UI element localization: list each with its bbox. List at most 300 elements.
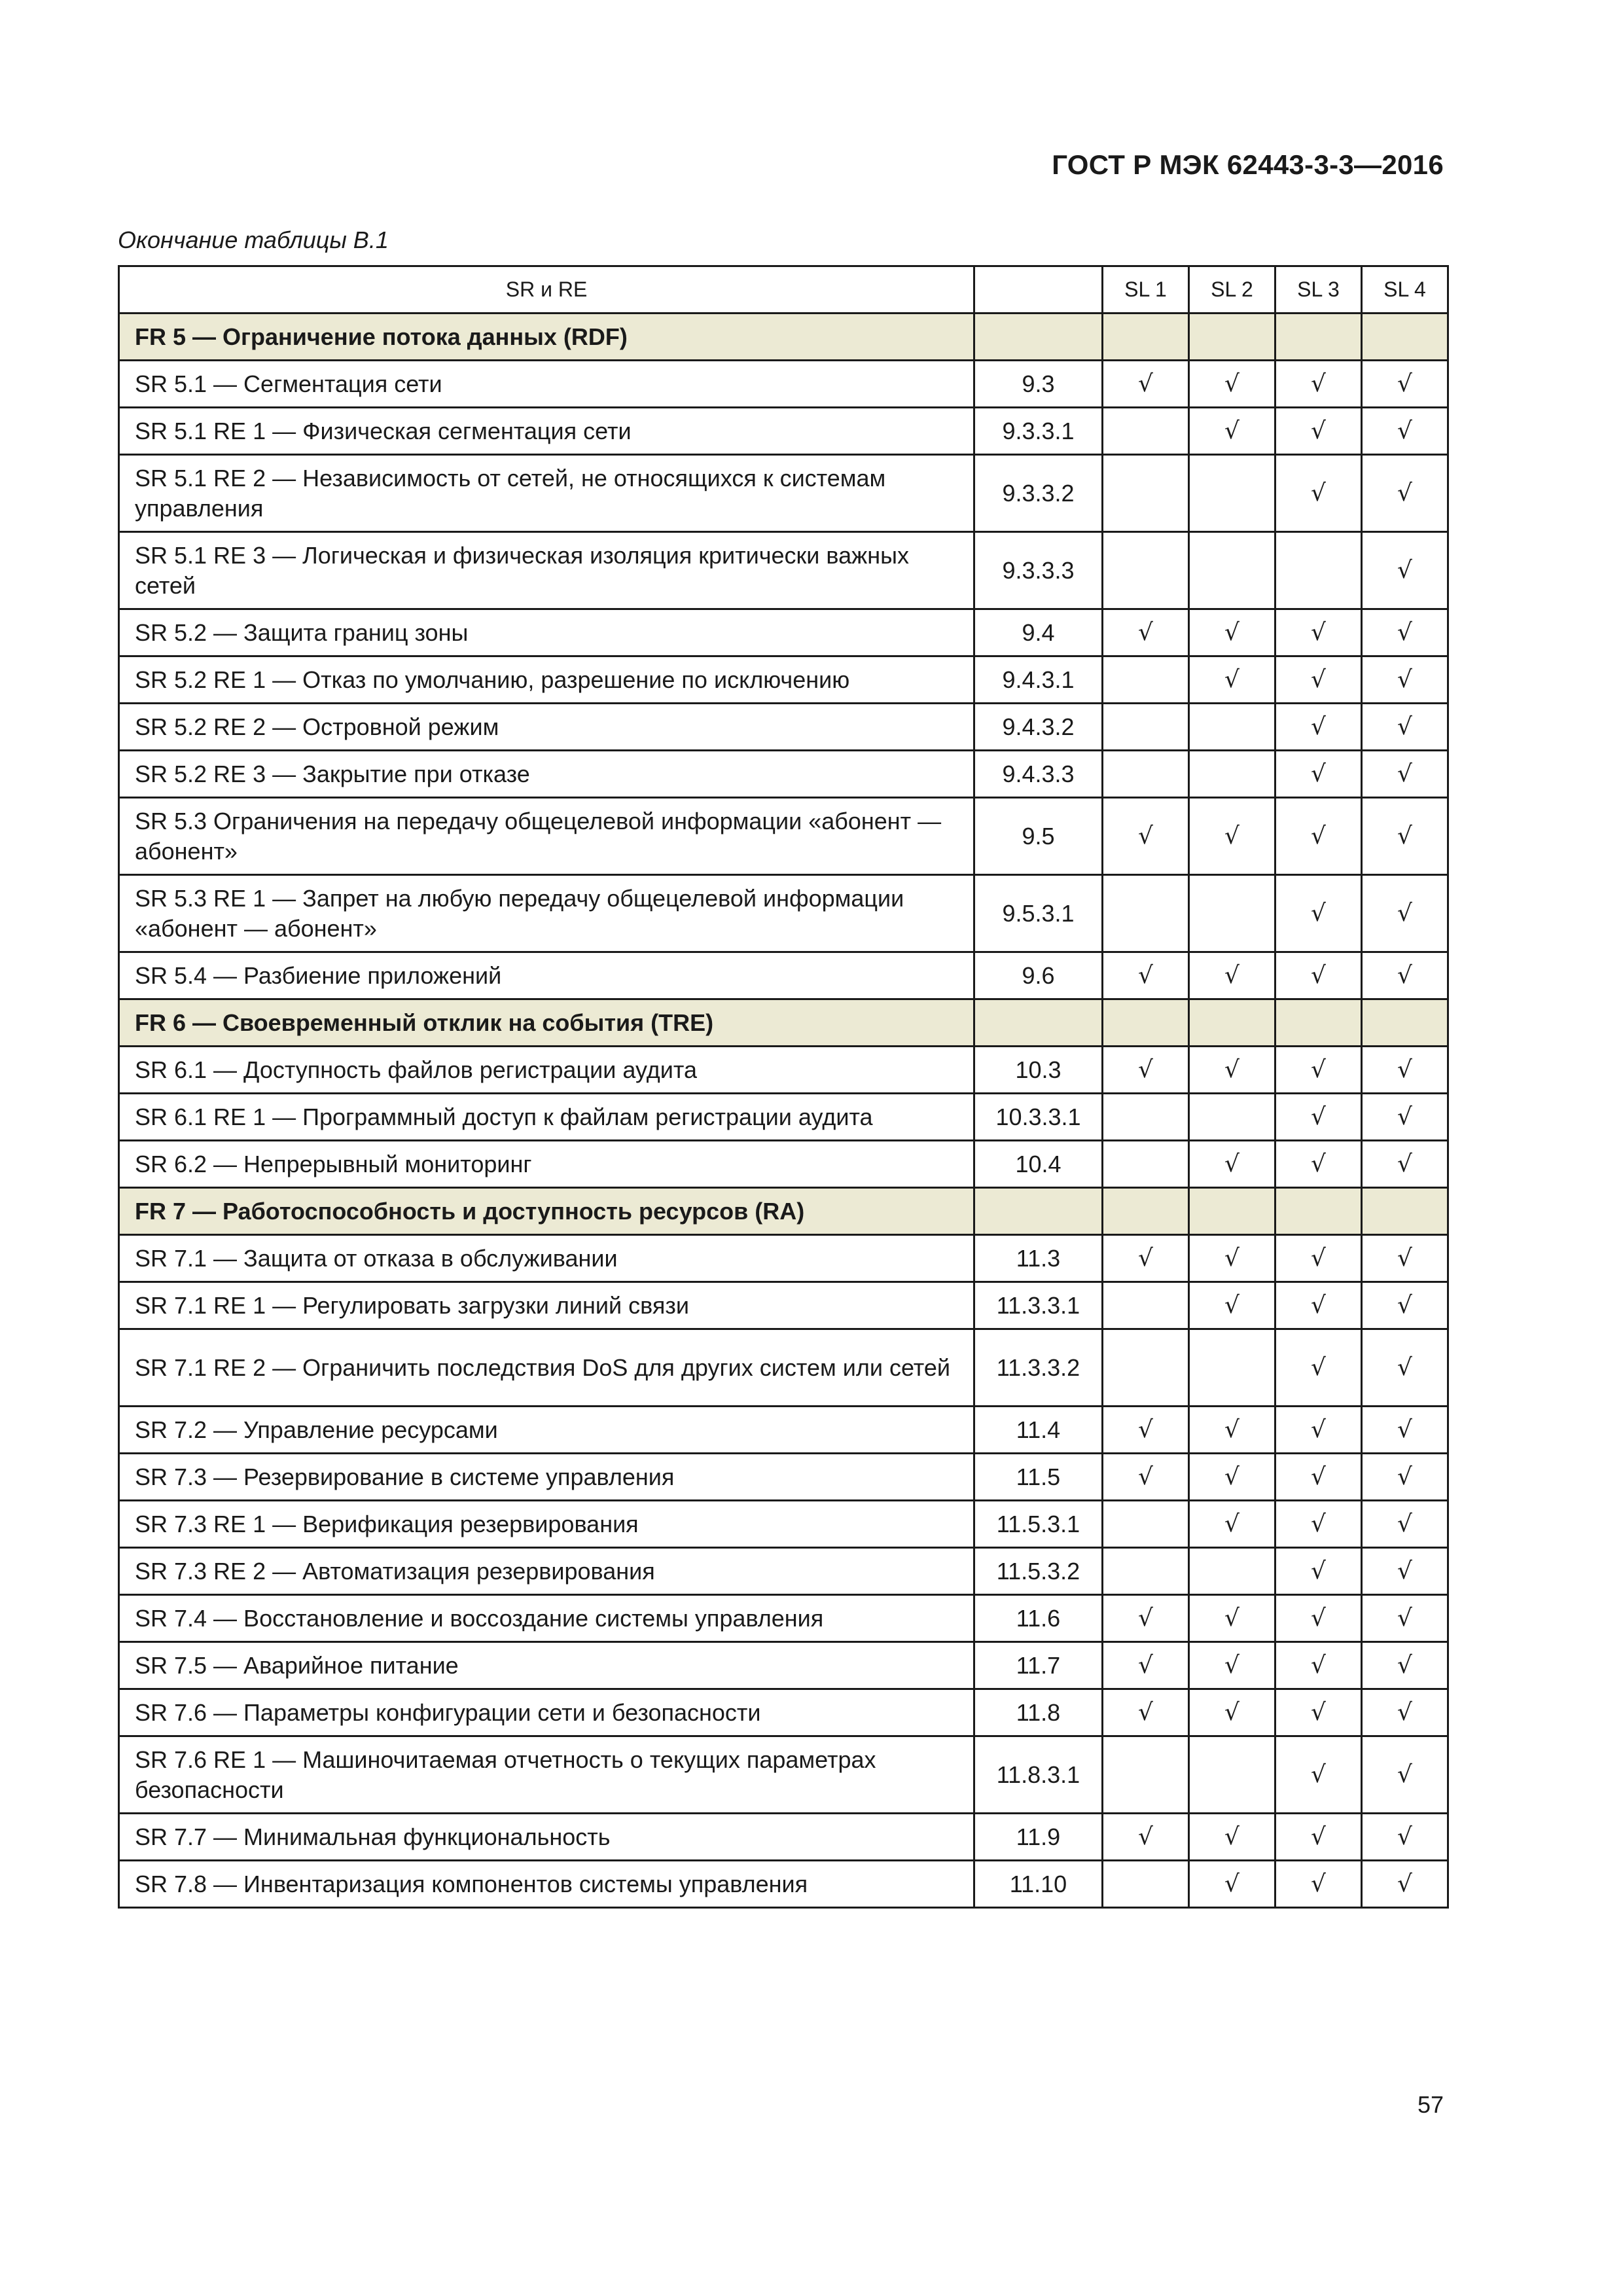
table-row — [119, 1595, 1448, 1642]
table-row — [119, 875, 1448, 952]
check-mark-icon: √ — [1397, 480, 1412, 507]
sl2-cell — [1189, 314, 1275, 361]
sl1-cell — [1103, 1736, 1189, 1814]
requirement-name: SR 5.1 RE 2 — Независимость от сетей, не относящихся к системам управления — [119, 455, 974, 532]
requirement-name: SR 5.2 RE 1 — Отказ по умолчанию, разрешение по исключению — [119, 656, 974, 704]
sl1-cell — [1103, 1235, 1189, 1282]
sl3-cell — [1275, 999, 1362, 1047]
clause-number: 11.3.3.2 — [974, 1329, 1103, 1407]
table-row — [119, 751, 1448, 798]
table-row — [119, 1282, 1448, 1329]
table-row — [119, 1329, 1448, 1407]
requirement-name: SR 7.3 — Резервирование в системе управления — [119, 1454, 974, 1501]
sl2-cell — [1189, 1094, 1275, 1141]
check-mark-icon: √ — [1224, 418, 1240, 444]
check-mark-icon: √ — [1138, 962, 1153, 989]
check-mark-icon: √ — [1311, 1103, 1326, 1130]
check-mark-icon: √ — [1397, 1761, 1412, 1788]
sl3-cell — [1275, 1689, 1362, 1736]
clause-number: 9.3.3.3 — [974, 532, 1103, 609]
sl3-cell — [1275, 1736, 1362, 1814]
sl4-cell — [1362, 952, 1448, 999]
table-row — [119, 1736, 1448, 1814]
check-mark-icon: √ — [1397, 1245, 1412, 1272]
check-mark-icon: √ — [1311, 1558, 1326, 1585]
check-mark-icon: √ — [1397, 619, 1412, 646]
clause-number: 11.5.3.2 — [974, 1548, 1103, 1595]
check-mark-icon: √ — [1311, 1354, 1326, 1381]
requirement-name: SR 5.1 — Сегментация сети — [119, 361, 974, 408]
table-row — [119, 1689, 1448, 1736]
check-mark-icon: √ — [1397, 1652, 1412, 1679]
sl2-cell — [1189, 1235, 1275, 1282]
check-mark-icon: √ — [1224, 1056, 1240, 1083]
table-row — [119, 455, 1448, 532]
sl1-cell — [1103, 1407, 1189, 1454]
requirement-name: SR 7.6 RE 1 — Машиночитаемая отчетность о текущих параметрах безопасности — [119, 1736, 974, 1814]
clause-number: 9.3.3.1 — [974, 408, 1103, 455]
sl3-cell — [1275, 455, 1362, 532]
sl4-cell — [1362, 609, 1448, 656]
sl4-cell — [1362, 1861, 1448, 1908]
sl3-cell — [1275, 1282, 1362, 1329]
sl2-cell — [1189, 1814, 1275, 1861]
sl1-cell — [1103, 532, 1189, 609]
sl4-cell — [1362, 1329, 1448, 1407]
check-mark-icon: √ — [1311, 900, 1326, 927]
sl4-cell — [1362, 1047, 1448, 1094]
sl3-cell — [1275, 1642, 1362, 1689]
sl4-cell — [1362, 999, 1448, 1047]
sl2-cell — [1189, 875, 1275, 952]
sl3-cell — [1275, 952, 1362, 999]
check-mark-icon: √ — [1397, 418, 1412, 444]
table-row — [119, 1047, 1448, 1094]
clause-number: 9.4.3.1 — [974, 656, 1103, 704]
sl4-cell — [1362, 1501, 1448, 1548]
table-row — [119, 656, 1448, 704]
check-mark-icon: √ — [1311, 823, 1326, 850]
sl3-cell — [1275, 361, 1362, 408]
check-mark-icon: √ — [1397, 1103, 1412, 1130]
clause-number: 11.10 — [974, 1861, 1103, 1908]
sl1-cell — [1103, 314, 1189, 361]
check-mark-icon: √ — [1224, 1292, 1240, 1319]
table-row — [119, 704, 1448, 751]
requirement-name: SR 6.1 — Доступность файлов регистрации аудита — [119, 1047, 974, 1094]
sl3-cell — [1275, 1047, 1362, 1094]
requirement-name: SR 7.1 RE 2 — Ограничить последствия DoS для других систем или сетей — [119, 1329, 974, 1407]
check-mark-icon: √ — [1397, 962, 1412, 989]
sl4-cell — [1362, 455, 1448, 532]
sl2-cell — [1189, 1861, 1275, 1908]
check-mark-icon: √ — [1138, 1463, 1153, 1490]
check-mark-icon: √ — [1224, 1463, 1240, 1490]
page-number: 57 — [1417, 2091, 1444, 2118]
check-mark-icon: √ — [1397, 823, 1412, 850]
table-header-row — [119, 266, 1448, 314]
sl1-cell — [1103, 798, 1189, 875]
sl2-cell — [1189, 1188, 1275, 1235]
check-mark-icon: √ — [1311, 1871, 1326, 1897]
requirement-name: SR 5.2 — Защита границ зоны — [119, 609, 974, 656]
sl2-cell — [1189, 1689, 1275, 1736]
sl3-cell — [1275, 532, 1362, 609]
check-mark-icon: √ — [1397, 713, 1412, 740]
sl1-cell — [1103, 1548, 1189, 1595]
table-row — [119, 1454, 1448, 1501]
requirement-name: SR 6.1 RE 1 — Программный доступ к файлам регистрации аудита — [119, 1094, 974, 1141]
column-header-clause — [974, 266, 1103, 314]
sl1-cell — [1103, 656, 1189, 704]
clause-number: 9.3 — [974, 361, 1103, 408]
requirement-name: SR 5.1 RE 3 — Логическая и физическая изоляция критически важных сетей — [119, 532, 974, 609]
check-mark-icon: √ — [1397, 1511, 1412, 1537]
check-mark-icon: √ — [1224, 1151, 1240, 1177]
sl2-cell — [1189, 1282, 1275, 1329]
sl1-cell — [1103, 609, 1189, 656]
check-mark-icon: √ — [1397, 1056, 1412, 1083]
check-mark-icon: √ — [1311, 1151, 1326, 1177]
requirement-name: SR 5.3 RE 1 — Запрет на любую передачу общецелевой информации «абонент — абонент» — [119, 875, 974, 952]
check-mark-icon: √ — [1311, 761, 1326, 787]
sl2-cell — [1189, 704, 1275, 751]
sl4-cell — [1362, 1689, 1448, 1736]
check-mark-icon: √ — [1311, 962, 1326, 989]
sl4-cell — [1362, 875, 1448, 952]
check-mark-icon: √ — [1397, 1823, 1412, 1850]
check-mark-icon: √ — [1224, 1871, 1240, 1897]
sl2-cell — [1189, 1329, 1275, 1407]
check-mark-icon: √ — [1311, 1699, 1326, 1726]
table-row — [119, 1861, 1448, 1908]
check-mark-icon: √ — [1311, 370, 1326, 397]
sl4-cell — [1362, 1814, 1448, 1861]
sl3-cell — [1275, 1188, 1362, 1235]
sl2-cell — [1189, 1642, 1275, 1689]
sl2-cell — [1189, 1736, 1275, 1814]
table-row — [119, 408, 1448, 455]
sl1-cell — [1103, 751, 1189, 798]
sl4-cell — [1362, 751, 1448, 798]
clause-number — [974, 314, 1103, 361]
sl3-cell — [1275, 1235, 1362, 1282]
check-mark-icon: √ — [1138, 370, 1153, 397]
check-mark-icon: √ — [1224, 823, 1240, 850]
sl1-cell — [1103, 1047, 1189, 1094]
clause-number: 9.4.3.2 — [974, 704, 1103, 751]
sl3-cell — [1275, 1329, 1362, 1407]
check-mark-icon: √ — [1224, 1416, 1240, 1443]
clause-number: 9.4 — [974, 609, 1103, 656]
sl4-cell — [1362, 1188, 1448, 1235]
check-mark-icon: √ — [1138, 1823, 1153, 1850]
sl1-cell — [1103, 952, 1189, 999]
fr-section-row — [119, 999, 1448, 1047]
sl4-cell — [1362, 1235, 1448, 1282]
sl4-cell — [1362, 361, 1448, 408]
fr-section-row — [119, 314, 1448, 361]
table-row — [119, 1501, 1448, 1548]
check-mark-icon: √ — [1311, 1605, 1326, 1632]
table-row — [119, 1094, 1448, 1141]
check-mark-icon: √ — [1311, 1511, 1326, 1537]
sl1-cell — [1103, 1814, 1189, 1861]
sl3-cell — [1275, 408, 1362, 455]
sl1-cell — [1103, 1329, 1189, 1407]
check-mark-icon: √ — [1311, 1416, 1326, 1443]
sl1-cell — [1103, 1642, 1189, 1689]
clause-number: 10.3 — [974, 1047, 1103, 1094]
sl4-cell — [1362, 704, 1448, 751]
table-body — [119, 314, 1448, 1908]
table-row — [119, 1141, 1448, 1188]
sl1-cell — [1103, 361, 1189, 408]
sl4-cell — [1362, 532, 1448, 609]
sl3-cell — [1275, 1141, 1362, 1188]
check-mark-icon: √ — [1224, 1652, 1240, 1679]
check-mark-icon: √ — [1397, 1699, 1412, 1726]
sl3-cell — [1275, 314, 1362, 361]
column-header-sr-re: SR и RE — [119, 266, 974, 314]
check-mark-icon: √ — [1224, 1245, 1240, 1272]
check-mark-icon: √ — [1311, 619, 1326, 646]
check-mark-icon: √ — [1138, 1652, 1153, 1679]
sl4-cell — [1362, 1407, 1448, 1454]
check-mark-icon: √ — [1311, 1056, 1326, 1083]
sl3-cell — [1275, 751, 1362, 798]
check-mark-icon: √ — [1397, 666, 1412, 693]
sl1-cell — [1103, 1188, 1189, 1235]
sl1-cell — [1103, 704, 1189, 751]
sl2-cell — [1189, 455, 1275, 532]
sl2-cell — [1189, 609, 1275, 656]
sl4-cell — [1362, 1548, 1448, 1595]
sl3-cell — [1275, 1407, 1362, 1454]
clause-number — [974, 1188, 1103, 1235]
requirement-name: SR 7.5 — Аварийное питание — [119, 1642, 974, 1689]
clause-number: 9.5.3.1 — [974, 875, 1103, 952]
clause-number: 11.3.3.1 — [974, 1282, 1103, 1329]
clause-number — [974, 999, 1103, 1047]
clause-number: 9.5 — [974, 798, 1103, 875]
check-mark-icon: √ — [1397, 761, 1412, 787]
sl1-cell — [1103, 875, 1189, 952]
check-mark-icon: √ — [1311, 1463, 1326, 1490]
sl2-cell — [1189, 1407, 1275, 1454]
requirement-name: SR 7.8 — Инвентаризация компонентов системы управления — [119, 1861, 974, 1908]
sl3-cell — [1275, 1595, 1362, 1642]
requirement-name: SR 7.1 RE 1 — Регулировать загрузки линий связи — [119, 1282, 974, 1329]
table-row — [119, 361, 1448, 408]
column-header-sl1: SL 1 — [1103, 266, 1189, 314]
sl4-cell — [1362, 1642, 1448, 1689]
sl1-cell — [1103, 1454, 1189, 1501]
sl4-cell — [1362, 1094, 1448, 1141]
clause-number: 9.6 — [974, 952, 1103, 999]
sl2-cell — [1189, 1141, 1275, 1188]
sl1-cell — [1103, 1689, 1189, 1736]
clause-number: 11.6 — [974, 1595, 1103, 1642]
check-mark-icon: √ — [1138, 823, 1153, 850]
clause-number: 9.3.3.2 — [974, 455, 1103, 532]
check-mark-icon: √ — [1397, 1292, 1412, 1319]
check-mark-icon: √ — [1311, 1823, 1326, 1850]
sl1-cell — [1103, 1501, 1189, 1548]
check-mark-icon: √ — [1224, 1823, 1240, 1850]
sl2-cell — [1189, 1047, 1275, 1094]
check-mark-icon: √ — [1138, 1056, 1153, 1083]
check-mark-icon: √ — [1397, 1605, 1412, 1632]
check-mark-icon: √ — [1224, 666, 1240, 693]
check-mark-icon: √ — [1138, 1699, 1153, 1726]
sl3-cell — [1275, 1094, 1362, 1141]
sl2-cell — [1189, 1454, 1275, 1501]
requirement-name: SR 5.4 — Разбиение приложений — [119, 952, 974, 999]
requirements-table — [118, 265, 1449, 1909]
sl3-cell — [1275, 609, 1362, 656]
check-mark-icon: √ — [1311, 1652, 1326, 1679]
check-mark-icon: √ — [1224, 370, 1240, 397]
table-row — [119, 798, 1448, 875]
check-mark-icon: √ — [1397, 1354, 1412, 1381]
sl4-cell — [1362, 798, 1448, 875]
check-mark-icon: √ — [1397, 1558, 1412, 1585]
sl4-cell — [1362, 1454, 1448, 1501]
table-row — [119, 1548, 1448, 1595]
sl2-cell — [1189, 656, 1275, 704]
sl3-cell — [1275, 875, 1362, 952]
check-mark-icon: √ — [1397, 900, 1412, 927]
table-row — [119, 1407, 1448, 1454]
table-row — [119, 532, 1448, 609]
table-row — [119, 1235, 1448, 1282]
check-mark-icon: √ — [1311, 1761, 1326, 1788]
check-mark-icon: √ — [1138, 1245, 1153, 1272]
clause-number: 11.8.3.1 — [974, 1736, 1103, 1814]
column-header-sl2: SL 2 — [1189, 266, 1275, 314]
sl1-cell — [1103, 1861, 1189, 1908]
sl2-cell — [1189, 751, 1275, 798]
check-mark-icon: √ — [1397, 370, 1412, 397]
sl4-cell — [1362, 1282, 1448, 1329]
clause-number: 11.9 — [974, 1814, 1103, 1861]
check-mark-icon: √ — [1311, 480, 1326, 507]
sl3-cell — [1275, 1454, 1362, 1501]
sl4-cell — [1362, 656, 1448, 704]
clause-number: 10.4 — [974, 1141, 1103, 1188]
requirement-name: SR 5.1 RE 1 — Физическая сегментация сети — [119, 408, 974, 455]
sl2-cell — [1189, 1595, 1275, 1642]
sl1-cell — [1103, 1595, 1189, 1642]
sl1-cell — [1103, 1141, 1189, 1188]
check-mark-icon: √ — [1138, 619, 1153, 646]
sl3-cell — [1275, 704, 1362, 751]
sl3-cell — [1275, 1861, 1362, 1908]
check-mark-icon: √ — [1138, 1605, 1153, 1632]
requirement-name: SR 7.6 — Параметры конфигурации сети и безопасности — [119, 1689, 974, 1736]
sl4-cell — [1362, 1141, 1448, 1188]
sl1-cell — [1103, 999, 1189, 1047]
requirement-name: SR 7.4 — Восстановление и воссоздание системы управления — [119, 1595, 974, 1642]
requirement-name: SR 7.2 — Управление ресурсами — [119, 1407, 974, 1454]
sl3-cell — [1275, 1501, 1362, 1548]
sl1-cell — [1103, 455, 1189, 532]
sl3-cell — [1275, 1814, 1362, 1861]
requirement-name: SR 5.2 RE 3 — Закрытие при отказе — [119, 751, 974, 798]
check-mark-icon: √ — [1138, 1416, 1153, 1443]
clause-number: 11.5.3.1 — [974, 1501, 1103, 1548]
table-row — [119, 1814, 1448, 1861]
check-mark-icon: √ — [1311, 418, 1326, 444]
check-mark-icon: √ — [1397, 1463, 1412, 1490]
sl1-cell — [1103, 1282, 1189, 1329]
requirement-name: SR 7.3 RE 1 — Верификация резервирования — [119, 1501, 974, 1548]
requirement-name: SR 5.3 Ограничения на передачу общецелевой информации «абонент — абонент» — [119, 798, 974, 875]
check-mark-icon: √ — [1311, 666, 1326, 693]
requirement-name: SR 7.7 — Минимальная функциональность — [119, 1814, 974, 1861]
requirement-name: SR 6.2 — Непрерывный мониторинг — [119, 1141, 974, 1188]
check-mark-icon: √ — [1224, 962, 1240, 989]
sl2-cell — [1189, 952, 1275, 999]
sl2-cell — [1189, 999, 1275, 1047]
clause-number: 11.3 — [974, 1235, 1103, 1282]
table-row — [119, 609, 1448, 656]
sl2-cell — [1189, 361, 1275, 408]
column-header-sl3: SL 3 — [1275, 266, 1362, 314]
sl2-cell — [1189, 1501, 1275, 1548]
requirement-name: SR 5.2 RE 2 — Островной режим — [119, 704, 974, 751]
check-mark-icon: √ — [1397, 557, 1412, 584]
sl1-cell — [1103, 1094, 1189, 1141]
column-header-sl4: SL 4 — [1362, 266, 1448, 314]
requirement-name: SR 7.3 RE 2 — Автоматизация резервирования — [119, 1548, 974, 1595]
clause-number: 10.3.3.1 — [974, 1094, 1103, 1141]
sl4-cell — [1362, 408, 1448, 455]
check-mark-icon: √ — [1311, 713, 1326, 740]
table-row — [119, 1642, 1448, 1689]
clause-number: 11.4 — [974, 1407, 1103, 1454]
check-mark-icon: √ — [1397, 1416, 1412, 1443]
check-mark-icon: √ — [1224, 1699, 1240, 1726]
sl4-cell — [1362, 1595, 1448, 1642]
check-mark-icon: √ — [1397, 1151, 1412, 1177]
sl2-cell — [1189, 798, 1275, 875]
standard-designation: ГОСТ Р МЭК 62443-3-3—2016 — [1052, 149, 1444, 180]
fr-section-row — [119, 1188, 1448, 1235]
sl4-cell — [1362, 314, 1448, 361]
clause-number: 11.8 — [974, 1689, 1103, 1736]
requirement-name: SR 7.1 — Защита от отказа в обслуживании — [119, 1235, 974, 1282]
clause-number: 11.5 — [974, 1454, 1103, 1501]
table-caption: Окончание таблицы В.1 — [118, 226, 389, 253]
sl3-cell — [1275, 656, 1362, 704]
sl2-cell — [1189, 408, 1275, 455]
sl2-cell — [1189, 532, 1275, 609]
table-row — [119, 952, 1448, 999]
clause-number: 9.4.3.3 — [974, 751, 1103, 798]
check-mark-icon: √ — [1397, 1871, 1412, 1897]
fr-section-title: FR 6 — Своевременный отклик на события (TRE) — [119, 999, 974, 1047]
fr-section-title: FR 5 — Ограничение потока данных (RDF) — [119, 314, 974, 361]
check-mark-icon: √ — [1311, 1245, 1326, 1272]
sl1-cell — [1103, 408, 1189, 455]
check-mark-icon: √ — [1224, 619, 1240, 646]
sl3-cell — [1275, 798, 1362, 875]
fr-section-title: FR 7 — Работоспособность и доступность ресурсов (RA) — [119, 1188, 974, 1235]
clause-number: 11.7 — [974, 1642, 1103, 1689]
check-mark-icon: √ — [1224, 1511, 1240, 1537]
